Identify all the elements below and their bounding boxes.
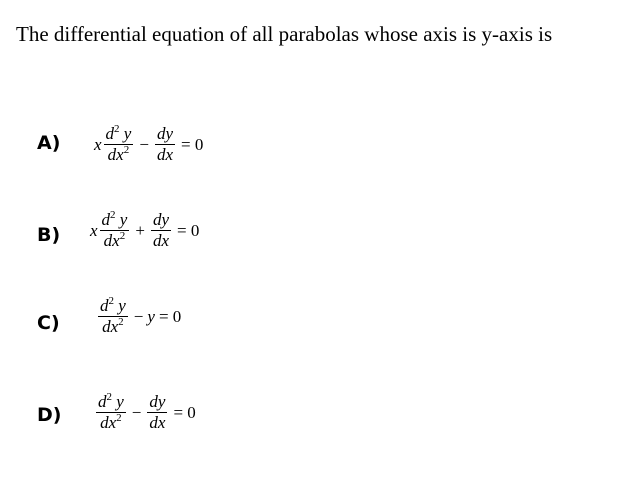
- option-a-label[interactable]: A): [37, 132, 61, 154]
- plus-sign: +: [135, 220, 145, 240]
- option-b-label[interactable]: B): [37, 224, 61, 246]
- first-derivative-fraction: $\frac{dy}{dx}$: [149, 392, 166, 432]
- var-x: x: [90, 220, 98, 240]
- option-d-equation[interactable]: [94, 392, 200, 433]
- var-y: y: [147, 306, 155, 326]
- var-x: x: [94, 134, 102, 154]
- first-derivative-fraction: $\frac{dy}{dx}$: [152, 210, 169, 250]
- option-a-equation[interactable]: [94, 124, 207, 165]
- equals-zero: = 0: [176, 220, 200, 240]
- equals-zero: = 0: [173, 402, 196, 422]
- option-d-label[interactable]: D): [37, 404, 62, 426]
- equals-zero: = 0: [158, 306, 182, 326]
- option-b-equation[interactable]: [90, 210, 203, 251]
- option-c-equation[interactable]: [96, 296, 185, 337]
- option-c-label[interactable]: C): [37, 312, 60, 334]
- second-derivative-fraction: $\frac{d^2 y}{dx^2}$: [100, 295, 126, 336]
- first-derivative-fraction: $\frac{dy}{dx}$: [156, 124, 173, 164]
- minus-sign: −: [139, 134, 149, 154]
- second-derivative-fraction: $\frac{d^2 y}{dx^2}$: [98, 391, 124, 432]
- minus-sign: −: [133, 306, 144, 326]
- second-derivative-fraction: $\frac{d^2 y}{dx^2}$: [101, 209, 128, 250]
- minus-sign: −: [131, 402, 142, 422]
- question-text: The differential equation of all parabolas whose axis is y-axis is: [16, 22, 553, 46]
- second-derivative-fraction: $\frac{d^2 y}{dx^2}$: [105, 123, 132, 164]
- equals-zero: = 0: [180, 134, 204, 154]
